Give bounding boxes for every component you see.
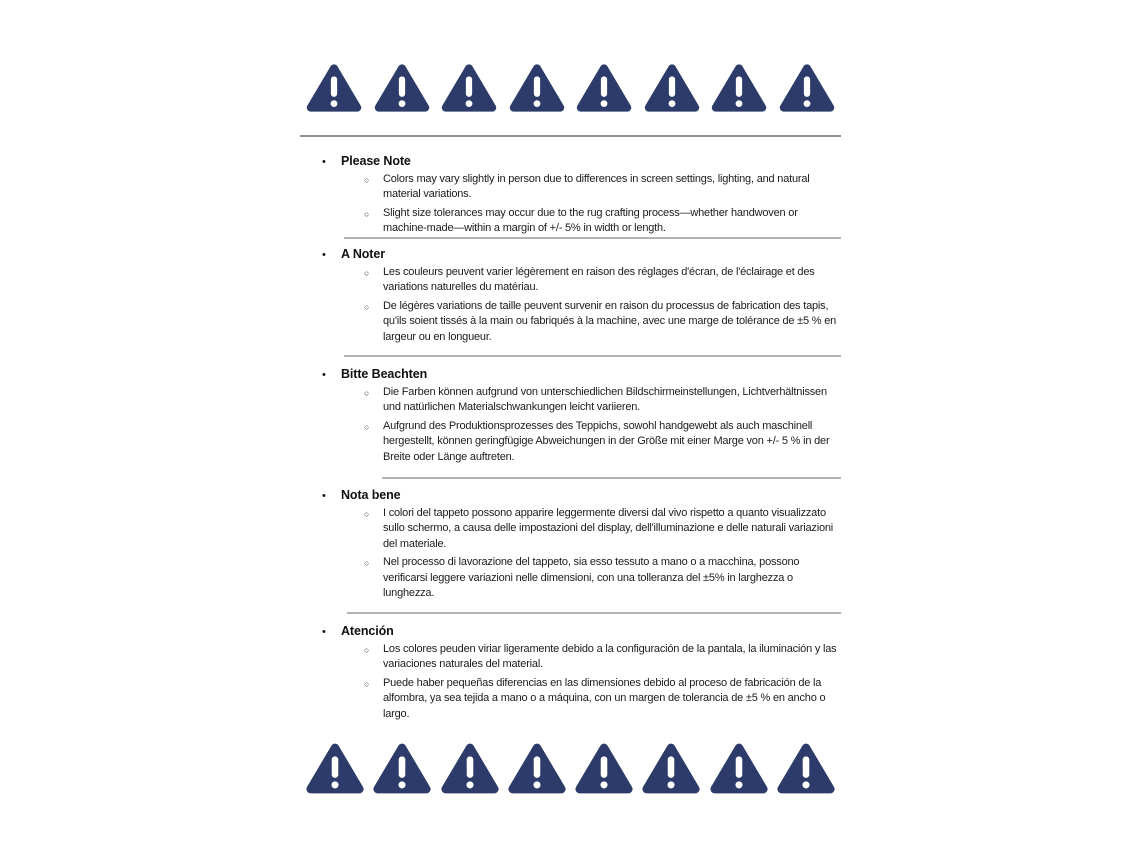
note-text: Nel processo di lavorazione del tappeto, sia esso tessuto a mano o a macchina, possono verificarsi leggere variazioni nelle dimensioni, con una tolleranza del ±5% in larghezza o lunghezza.	[383, 556, 800, 600]
note-text: I colori del tappeto possono apparire leggermente diversi dal vivo rispetto a quanto visualizzato sullo schermo, a causa delle impostazioni del display, dell'illuminazione e delle naturali variazioni del materiale.	[383, 507, 834, 550]
note-section-french	[300, 247, 841, 348]
note-text: Die Farben können aufgrund von unterschiedlichen Bildschirmeinstellungen, Lichtverhältnissen und natürlichen Materialschwankungen leicht variieren.	[383, 386, 827, 414]
list-item	[300, 385, 841, 416]
section-divider	[382, 477, 841, 479]
warning-triangle-icon	[709, 742, 769, 795]
note-text: Slight size tolerances may occur due to the rug crafting process—whether handwoven or machine-made—within a margin of +/- 5% in width or length.	[383, 206, 798, 235]
sub-bullet-marker: ○	[364, 208, 370, 219]
warning-triangle-icon	[508, 63, 566, 113]
sub-bullet-marker: ○	[364, 645, 370, 655]
note-section-spanish	[300, 624, 841, 725]
warning-triangle-icon	[574, 742, 634, 795]
warning-triangle-icon	[372, 742, 432, 795]
warning-triangle-icon	[440, 742, 500, 795]
list-item	[300, 555, 841, 601]
warning-triangle-row-top	[300, 61, 841, 113]
warning-triangle-icon	[373, 63, 431, 113]
sub-bullet-marker: ○	[364, 388, 370, 398]
bullet-marker: •	[322, 369, 326, 381]
warning-triangle-icon	[641, 742, 701, 795]
list-item	[300, 299, 841, 345]
warning-triangle-icon	[507, 742, 567, 795]
note-text: De légères variations de taille peuvent survenir en raison du processus de fabrication des tapis, qu'ils soient tissés à la main ou fabriqués à la machine, avec une marge de tolérance de ±5 % en largeur ou en longueur.	[383, 299, 837, 343]
bullet-marker: •	[322, 249, 326, 261]
bullet-marker: •	[322, 156, 326, 168]
section-title: Bitte Beachten	[341, 367, 428, 381]
warning-triangle-icon	[305, 742, 365, 795]
warning-triangle-icon	[305, 63, 363, 113]
warning-triangle-icon	[778, 63, 836, 113]
top-divider	[300, 135, 841, 137]
list-item	[300, 419, 841, 465]
section-title: Atención	[341, 624, 394, 638]
list-item	[300, 676, 841, 722]
section-divider	[344, 237, 841, 239]
note-text: Les couleurs peuvent varier légèrement en raison des réglages d'écran, de l'éclairage et des variations naturelles du matériau.	[383, 266, 815, 294]
bullet-marker: •	[322, 490, 326, 502]
list-item	[300, 506, 841, 552]
warning-triangle-icon	[643, 63, 701, 113]
list-item	[300, 265, 841, 296]
note-text: Puede haber pequeñas diferencias en las dimensiones debido al proceso de fabricación de la alfombra, ya sea tejida a mano o a máquina, con un margen de tolerancia de ±5 % en ancho o largo.	[383, 676, 826, 720]
sub-bullet-marker: ○	[364, 509, 370, 519]
warning-triangle-icon	[776, 742, 836, 795]
section-divider	[347, 612, 841, 614]
note-section-english	[300, 154, 841, 240]
sub-bullet-marker: ○	[364, 558, 370, 569]
note-section-german	[300, 367, 841, 468]
section-divider	[344, 355, 841, 357]
section-title: A Noter	[341, 247, 385, 261]
note-text: Colors may vary slightly in person due to differences in screen settings, lighting, and natural material variations.	[383, 173, 810, 201]
sub-bullet-marker: ○	[364, 268, 370, 278]
sub-bullet-marker: ○	[364, 421, 370, 432]
bullet-marker: •	[322, 626, 326, 638]
note-text: Aufgrund des Produktionsprozesses des Teppichs, sowohl handgewebt als auch maschinell hergestellt, können geringfügige Abweichungen in der Größe mit einer Marge von +/- 5 % in der Breite oder Länge auftreten.	[383, 419, 830, 463]
section-title: Please Note	[341, 154, 411, 168]
warning-triangle-icon	[440, 63, 498, 113]
sub-bullet-marker: ○	[364, 678, 370, 689]
warning-triangle-icon	[710, 63, 768, 113]
warning-triangle-row-bottom	[300, 740, 841, 795]
warning-triangle-icon	[575, 63, 633, 113]
note-text: Los colores peuden viriar ligeramente debido a la configuración de la pantala, la iluminación y las variaciones naturales del material.	[383, 643, 837, 671]
note-section-italian	[300, 488, 841, 604]
list-item	[300, 172, 841, 203]
list-item	[300, 642, 841, 673]
sub-bullet-marker: ○	[364, 301, 370, 312]
list-item	[300, 206, 841, 237]
section-title: Nota bene	[341, 488, 401, 502]
sub-bullet-marker: ○	[364, 175, 370, 185]
